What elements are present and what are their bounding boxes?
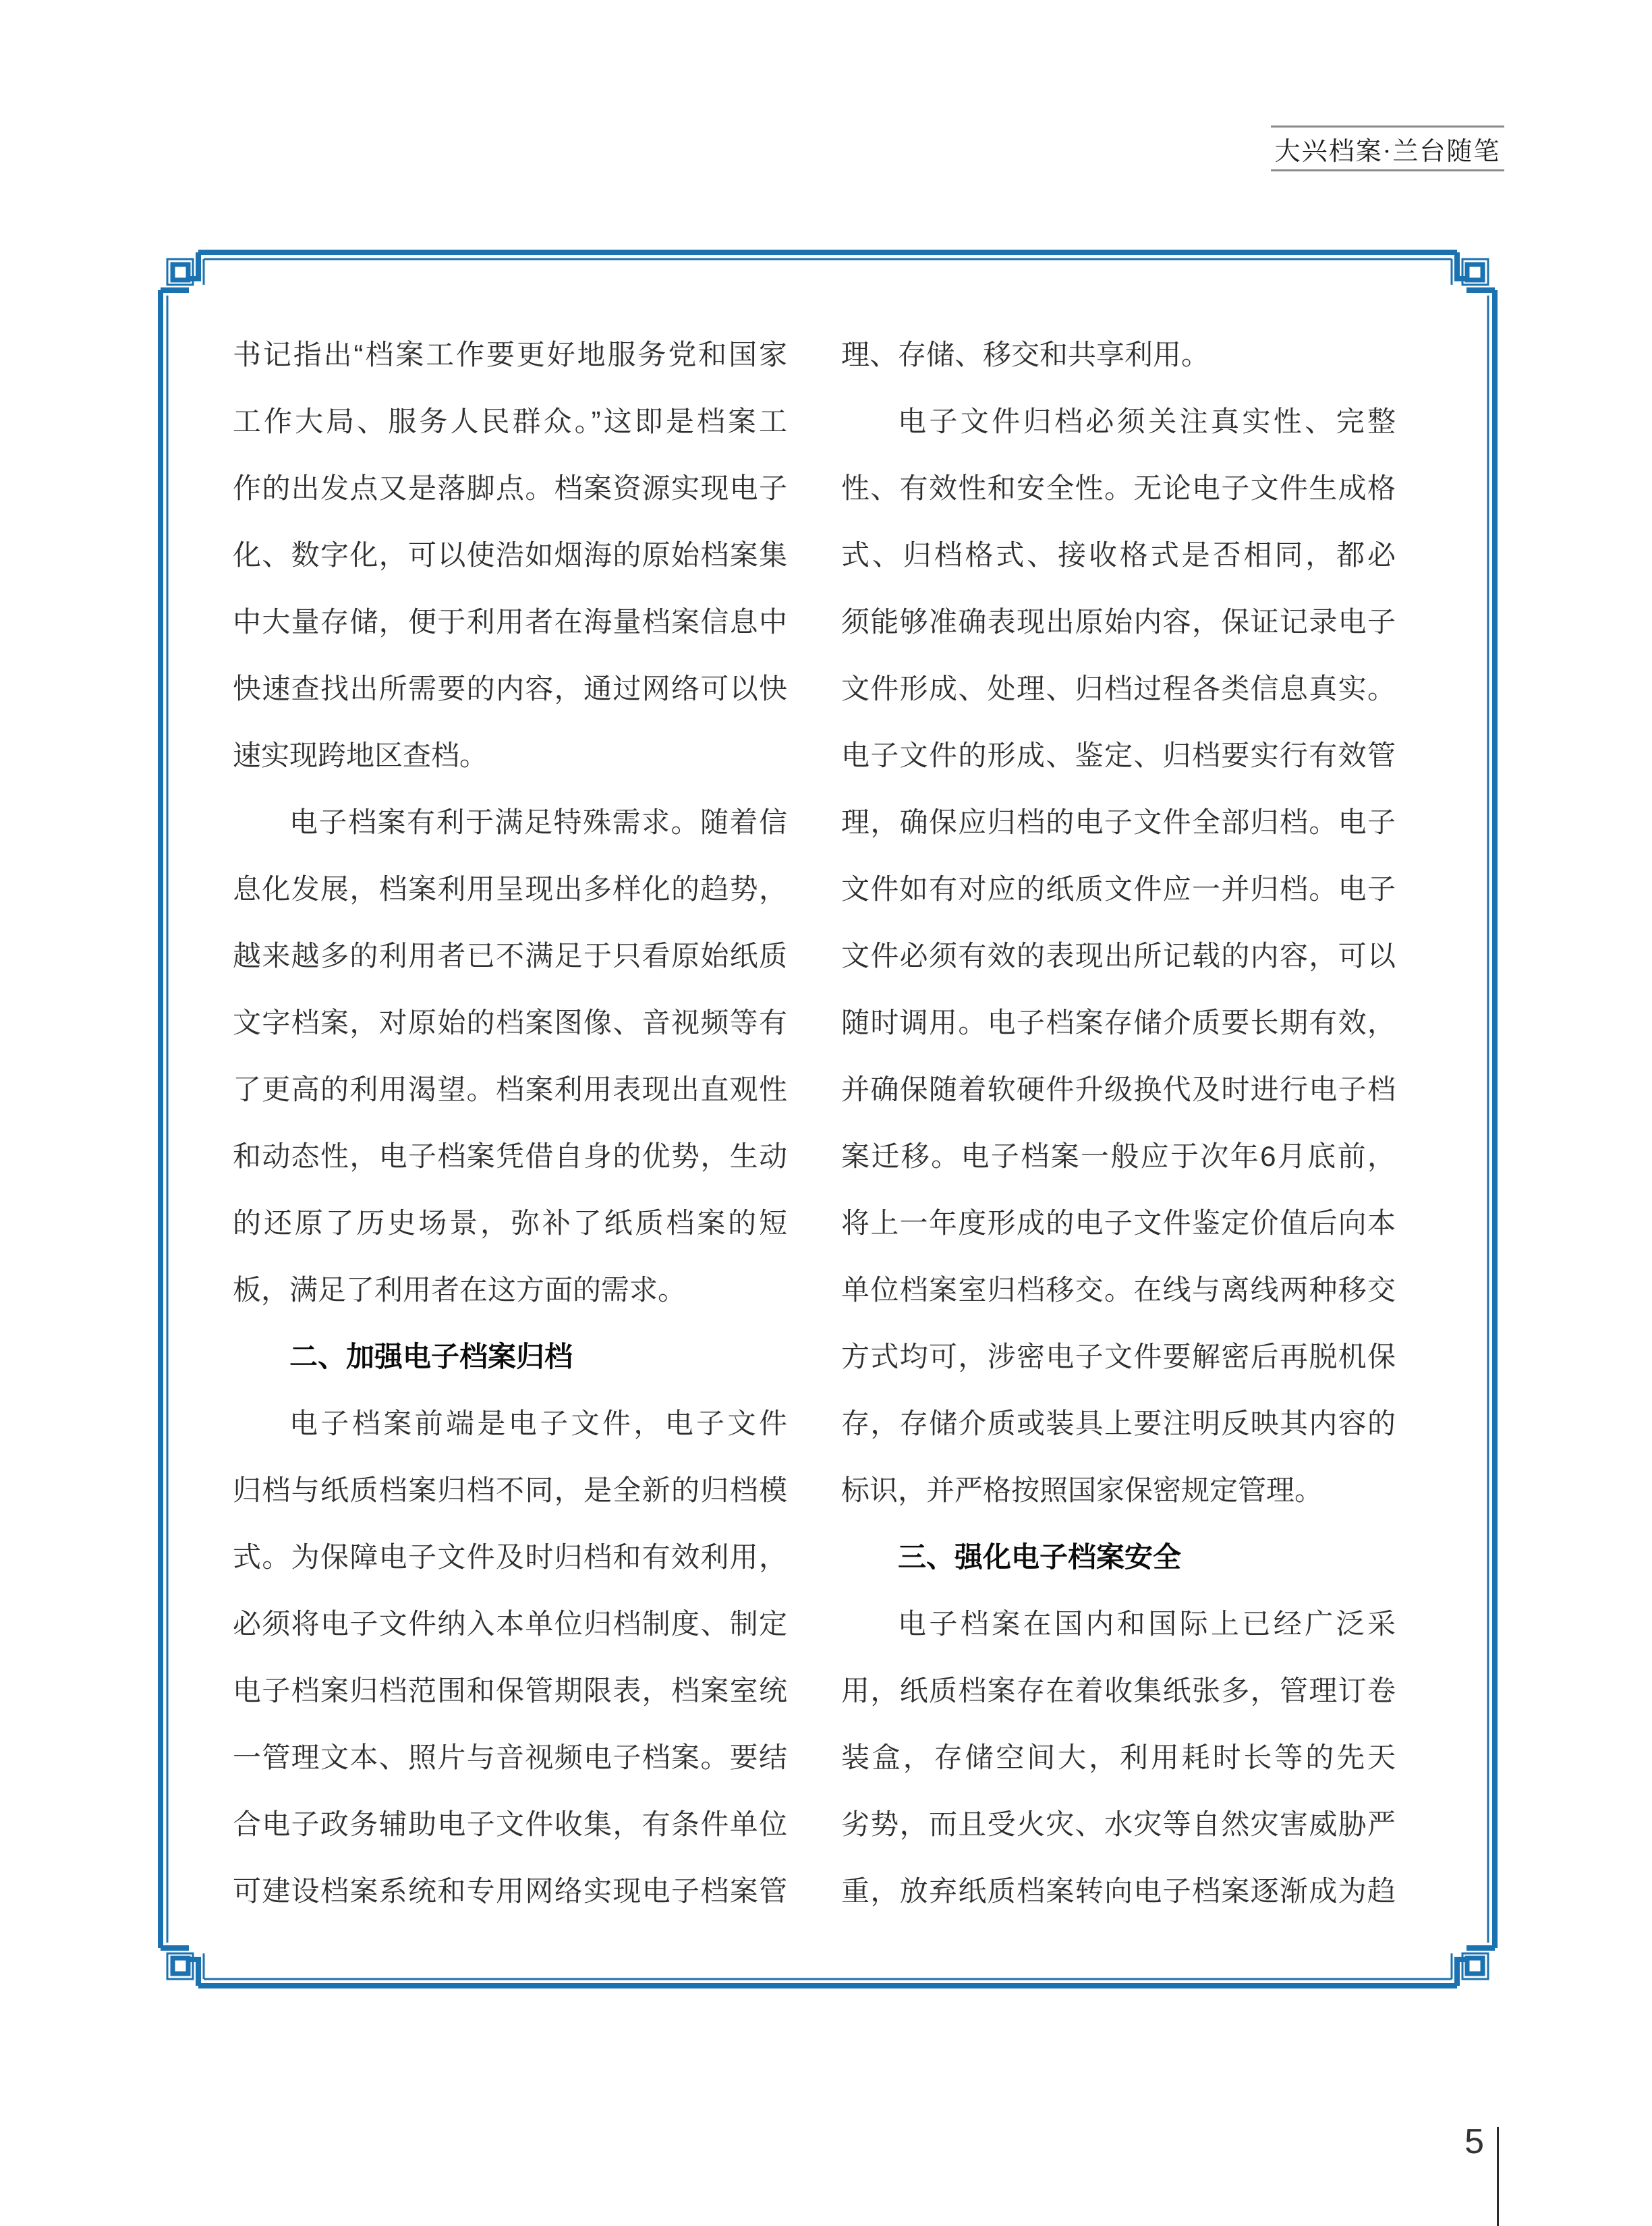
text-line: 文件必须有效的表现出所记载的内容，可以: [841, 940, 1396, 972]
text-line: 理，确保应归档的电子文件全部归档。电子: [841, 806, 1396, 838]
text-line: 文件如有对应的纸质文件应一并归档。电子: [841, 873, 1396, 905]
fret-corner-ornament: [1452, 1948, 1495, 1986]
text-line: 工作大局、服务人民群众。”这即是档案工: [233, 406, 787, 437]
text-line: 文字档案，对原始的档案图像、音视频等有: [233, 1007, 787, 1038]
text-line: 电子文件的形成、鉴定、归档要实行有效管: [841, 740, 1396, 771]
text-line: 三、强化电子档案安全: [898, 1541, 1182, 1573]
text-line: 快速查找出所需要的内容，通过网络可以快: [233, 673, 787, 704]
text-line: 了更高的利用渴望。档案利用表现出直观性: [233, 1074, 787, 1105]
text-line: 作的出发点又是落脚点。档案资源实现电子: [233, 472, 787, 504]
text-line: 劣势，而且受火灾、水灾等自然灾害威胁严: [841, 1808, 1396, 1840]
text-line: 单位档案室归档移交。在线与离线两种移交: [841, 1274, 1396, 1306]
text-line: 中大量存储，便于利用者在海量档案信息中: [233, 606, 787, 638]
text-line: 装盒，存储空间大，利用耗时长等的先天: [841, 1742, 1396, 1773]
text-line: 并确保随着软硬件升级换代及时进行电子档: [841, 1074, 1396, 1105]
text-line: 归档与纸质档案归档不同，是全新的归档模: [233, 1474, 787, 1506]
text-line: 息化发展，档案利用呈现出多样化的趋势，: [233, 873, 787, 905]
text-line: 和动态性，电子档案凭借自身的优势，生动: [233, 1140, 787, 1172]
text-line: 的还原了历史场景，弥补了纸质档案的短: [233, 1207, 787, 1239]
text-line: 电子文件归档必须关注真实性、完整: [898, 406, 1396, 437]
fret-corner-ornament: [161, 1948, 204, 1986]
text-line: 式、归档格式、接收格式是否相同，都必: [841, 539, 1396, 571]
text-line: 电子档案有利于满足特殊需求。随着信: [289, 806, 787, 838]
text-line: 重，放弃纸质档案转向电子档案逐渐成为趋: [841, 1875, 1396, 1907]
footer-rule: [1497, 2127, 1499, 2226]
text-line: 文件形成、处理、归档过程各类信息真实。: [841, 673, 1396, 704]
fret-corner-ornament: [161, 252, 204, 290]
left-column: [233, 321, 787, 1924]
text-line: 二、加强电子档案归档: [289, 1341, 573, 1372]
text-line: 须能够准确表现出原始内容，保证记录电子: [841, 606, 1396, 638]
text-line: 合电子政务辅助电子文件收集，有条件单位: [233, 1808, 787, 1840]
text-line: 随时调用。电子档案存储介质要长期有效，: [841, 1007, 1396, 1038]
text-line: 性、有效性和安全性。无论电子文件生成格: [841, 472, 1396, 504]
text-line: 板，满足了利用者在这方面的需求。: [233, 1274, 687, 1306]
text-line: 电子档案在国内和国际上已经广泛采: [898, 1608, 1396, 1640]
text-line: 化、数字化，可以使浩如烟海的原始档案集: [233, 539, 787, 571]
text-line: 必须将电子文件纳入本单位归档制度、制定: [233, 1608, 787, 1640]
text-line: 用，纸质档案存在着收集纸张多，管理订卷: [841, 1675, 1396, 1706]
page-number: 5: [1464, 2122, 1484, 2161]
text-line: 式。为保障电子文件及时归档和有效利用，: [233, 1541, 787, 1573]
running-header: [1271, 126, 1504, 171]
text-line: 存，存储介质或装具上要注明反映其内容的: [841, 1408, 1396, 1439]
text-line: 理、存储、移交和共享利用。: [841, 339, 1210, 370]
running-header-title: 大兴档案·兰台随笔: [1274, 137, 1501, 166]
text-line: 电子档案归档范围和保管期限表，档案室统: [233, 1675, 787, 1706]
text-line: 越来越多的利用者已不满足于只看原始纸质: [233, 940, 787, 972]
text-line: 速实现跨地区查档。: [233, 740, 488, 771]
text-line: 一管理文本、照片与音视频电子档案。要结: [233, 1742, 787, 1773]
text-line: 方式均可，涉密电子文件要解密后再脱机保: [841, 1341, 1396, 1372]
right-column: [841, 321, 1396, 1924]
text-line: 可建设档案系统和专用网络实现电子档案管: [233, 1875, 787, 1907]
text-line: 案迁移。电子档案一般应于次年6月底前，: [841, 1140, 1396, 1172]
text-line: 书记指出“档案工作要更好地服务党和国家: [233, 339, 787, 370]
text-line: 将上一年度形成的电子文件鉴定价值后向本: [841, 1207, 1396, 1239]
fret-corner-ornament: [1452, 252, 1495, 290]
text-line: 标识，并严格按照国家保密规定管理。: [841, 1474, 1323, 1506]
text-line: 电子档案前端是电子文件，电子文件: [289, 1408, 787, 1439]
